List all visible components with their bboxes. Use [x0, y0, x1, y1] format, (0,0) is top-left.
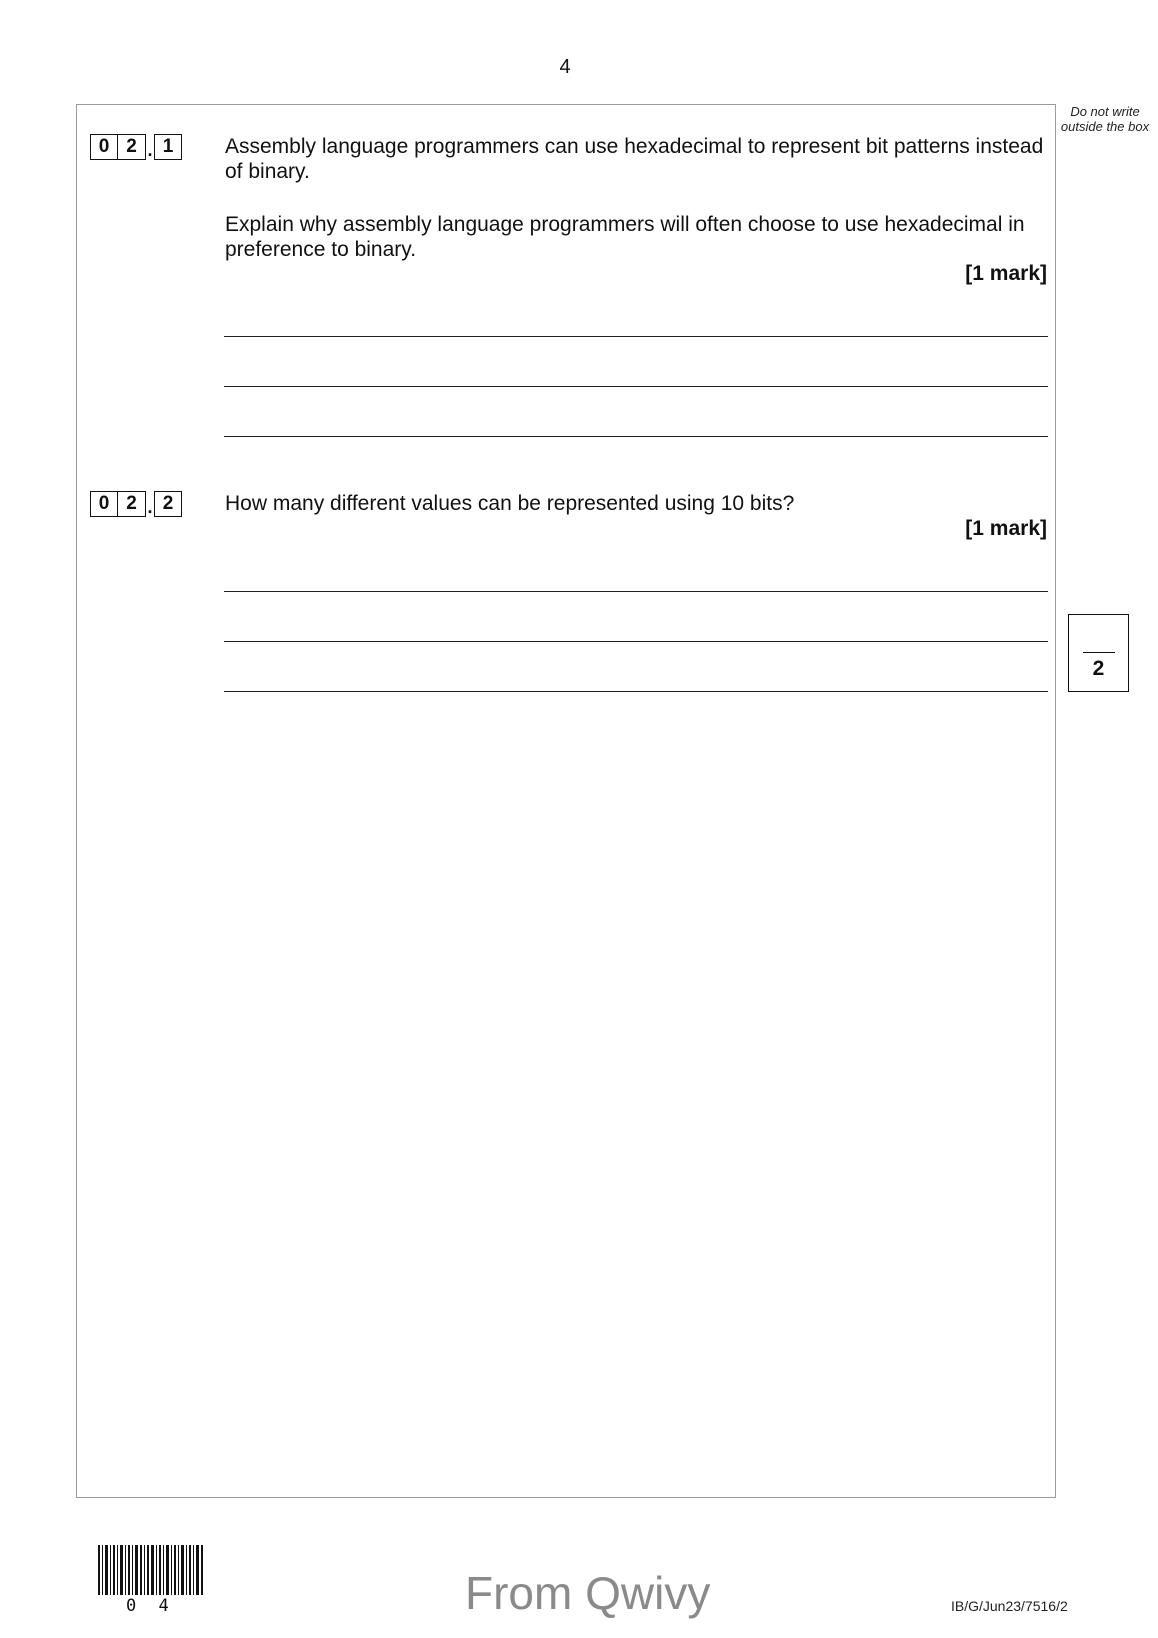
- question-digit: 0: [90, 491, 118, 517]
- answer-line[interactable]: [224, 591, 1048, 592]
- answer-line[interactable]: [224, 336, 1048, 337]
- barcode-digits: 0 4: [126, 1596, 175, 1616]
- answer-frame: [76, 104, 1056, 1498]
- mark-allocation: [1 mark]: [965, 517, 1047, 540]
- answer-line[interactable]: [224, 641, 1048, 642]
- question-number-02-2: [90, 489, 182, 518]
- paper-reference: IB/G/Jun23/7516/2: [951, 1598, 1068, 1614]
- question-digit: 2: [154, 491, 182, 517]
- barcode-image: [98, 1545, 204, 1595]
- question-digit: 2: [118, 491, 146, 517]
- question-text: Explain why assembly language programmers will often choose to use hexadecimal in preference to binary.: [225, 213, 1025, 261]
- question-digit: 1: [154, 134, 182, 160]
- answer-line[interactable]: [224, 436, 1048, 437]
- mark-allocation: [1 mark]: [965, 262, 1047, 285]
- question-number-02-1: [90, 132, 182, 161]
- question-digit: 0: [90, 134, 118, 160]
- score-entry-line[interactable]: [1083, 652, 1115, 653]
- score-total: 2: [1092, 657, 1105, 680]
- question-digit: 2: [118, 134, 146, 160]
- question-separator: .: [147, 497, 153, 517]
- page-number: 4: [559, 56, 571, 78]
- question-text: Assembly language programmers can use hexadecimal to represent bit patterns instead of binary.: [225, 135, 1044, 183]
- score-box: [1068, 614, 1129, 692]
- question-text: How many different values can be represented using 10 bits?: [225, 492, 795, 515]
- watermark: From Qwivy: [465, 1567, 711, 1619]
- margin-note: Do not write outside the box: [1060, 104, 1150, 134]
- answer-line[interactable]: [224, 691, 1048, 692]
- question-separator: .: [147, 140, 153, 160]
- answer-line[interactable]: [224, 386, 1048, 387]
